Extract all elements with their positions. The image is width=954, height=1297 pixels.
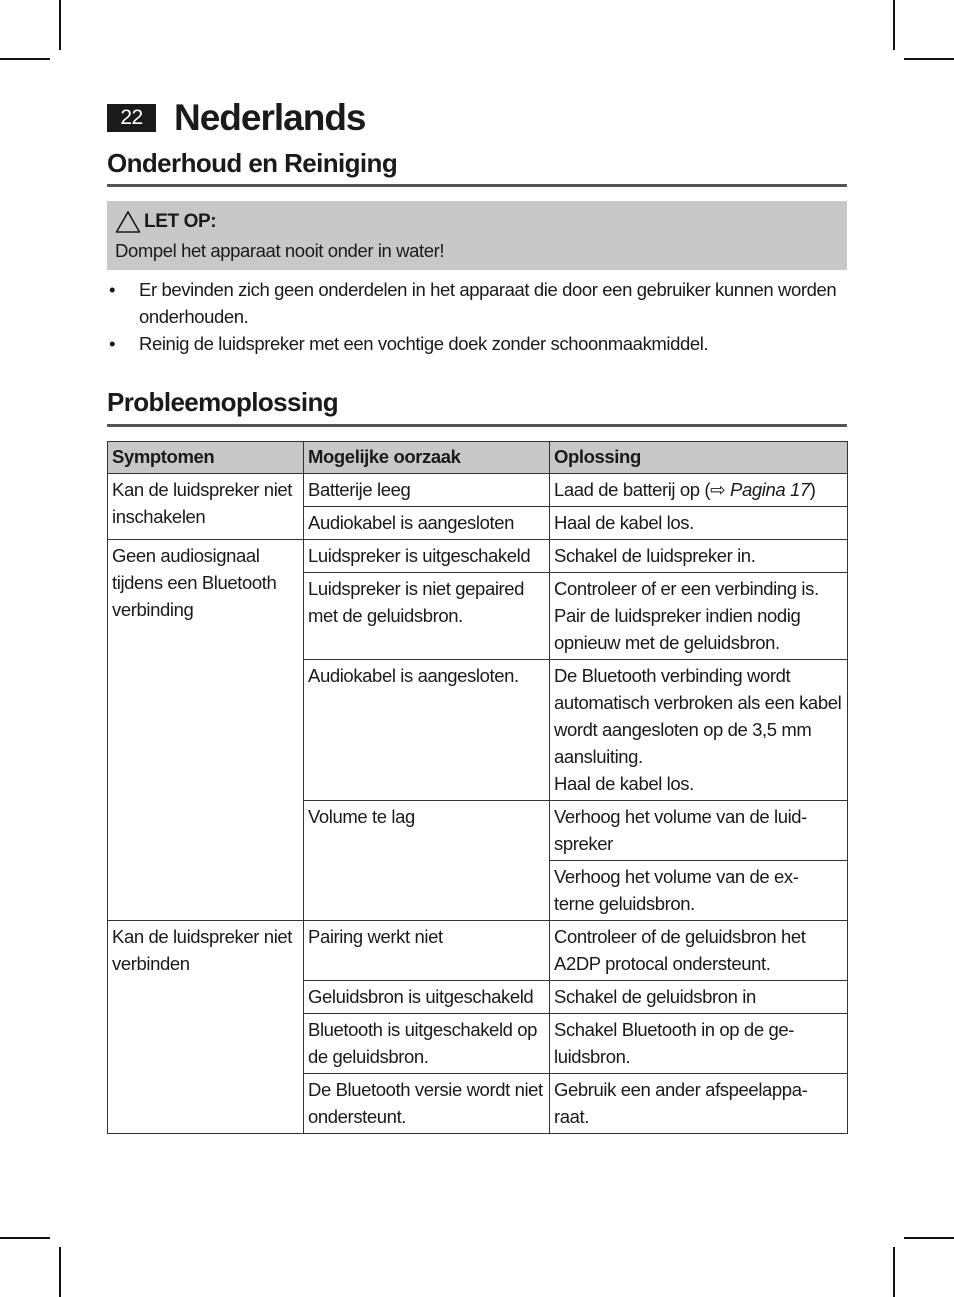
crop-mark — [59, 1247, 61, 1297]
crop-mark — [0, 1237, 50, 1239]
heading-rule — [107, 424, 847, 427]
warning-title-text: LET OP: — [144, 211, 217, 232]
solution-cell: Gebruik een ander afspeelappa- raat. — [550, 1074, 848, 1134]
crop-mark — [893, 1247, 895, 1297]
cause-cell: Batterije leeg — [304, 474, 550, 507]
solution-cell: Verhoog het volume van de luid- spreker — [550, 801, 848, 861]
cause-cell: Audiokabel is aangesloten. — [304, 660, 550, 801]
list-item — [107, 276, 847, 330]
cause-cell: Geluidsbron is uitgeschakeld — [304, 981, 550, 1014]
warning-text: Dompel het apparaat nooit onder in water! — [115, 240, 445, 261]
cause-cell: Bluetooth is uitgeschakeld op de geluidsbron. — [304, 1014, 550, 1074]
heading-rule — [107, 184, 847, 187]
solution-cell: Controleer of er een verbinding is. Pair de luidspreker indien nodig opnieuw met de geluidsbron. — [550, 573, 848, 660]
crop-mark — [904, 58, 954, 60]
solution-cell: Haal de kabel los. — [550, 507, 848, 540]
list-item — [107, 330, 847, 357]
warning-triangle-icon — [115, 210, 141, 234]
cause-cell: Volume te lag — [304, 801, 550, 921]
cause-cell: Luidspreker is uitgeschakeld — [304, 540, 550, 573]
section-heading-maintenance: Onderhoud en Reiniging — [107, 148, 398, 178]
solution-text: ) — [809, 479, 816, 500]
crop-mark — [59, 0, 61, 50]
solution-cell: De Bluetooth verbinding wordt automatisch verbroken als een kabel wordt aangesloten op de 3,5 mm aansluiting. Haal de kabel los. — [550, 660, 848, 801]
cause-cell: Luidspreker is niet gepaired met de geluidsbron. — [304, 573, 550, 660]
symptom-cell: Geen audiosignaal tijdens een Bluetooth verbinding — [108, 540, 304, 921]
solution-cell — [550, 474, 848, 507]
maintenance-bullet-list — [107, 276, 847, 357]
page-title: Nederlands — [174, 97, 366, 138]
warning-title — [115, 210, 216, 234]
table-row — [108, 474, 848, 507]
page-reference-arrow-icon: ⇨ — [710, 479, 726, 500]
crop-mark — [0, 58, 50, 60]
cause-cell: De Bluetooth versie wordt niet ondersteunt. — [304, 1074, 550, 1134]
column-header-solution: Oplossing — [550, 442, 848, 474]
list-item-text: Reinig de luidspreker met een vochtige doek zonder schoonmaakmiddel. — [139, 333, 709, 354]
symptom-cell: Kan de luidspreker niet verbinden — [108, 921, 304, 1134]
crop-mark — [904, 1237, 954, 1239]
troubleshooting-table — [107, 441, 848, 1134]
column-header-cause: Mogelijke oorzaak — [304, 442, 550, 474]
symptom-cell: Kan de luidspreker niet inschakelen — [108, 474, 304, 540]
table-row — [108, 921, 848, 981]
warning-box — [107, 201, 847, 270]
solution-cell: Verhoog het volume van de ex- terne geluidsbron. — [550, 861, 848, 921]
table-row — [108, 540, 848, 573]
cause-cell: Pairing werkt niet — [304, 921, 550, 981]
solution-cell: Controleer of de geluidsbron het A2DP protocal ondersteunt. — [550, 921, 848, 981]
page-number: 22 — [107, 104, 156, 132]
solution-text: Laad de batterij op ( — [554, 479, 711, 500]
solution-cell: Schakel de geluidsbron in — [550, 981, 848, 1014]
bullet-dot: • — [109, 279, 116, 300]
crop-mark — [893, 0, 895, 50]
table-header-row — [108, 442, 848, 474]
solution-cell: Schakel de luidspreker in. — [550, 540, 848, 573]
page-reference: Pagina 17 — [730, 479, 810, 500]
solution-cell: Schakel Bluetooth in op de ge- luidsbron. — [550, 1014, 848, 1074]
section-heading-troubleshooting: Probleemoplossing — [107, 387, 339, 417]
list-item-text: Er bevinden zich geen onderdelen in het apparaat die door een gebruiker kunnen worden onderhouden. — [139, 279, 837, 327]
cause-cell: Audiokabel is aangesloten — [304, 507, 550, 540]
column-header-symptoms: Symptomen — [108, 442, 304, 474]
bullet-dot: • — [109, 333, 116, 354]
